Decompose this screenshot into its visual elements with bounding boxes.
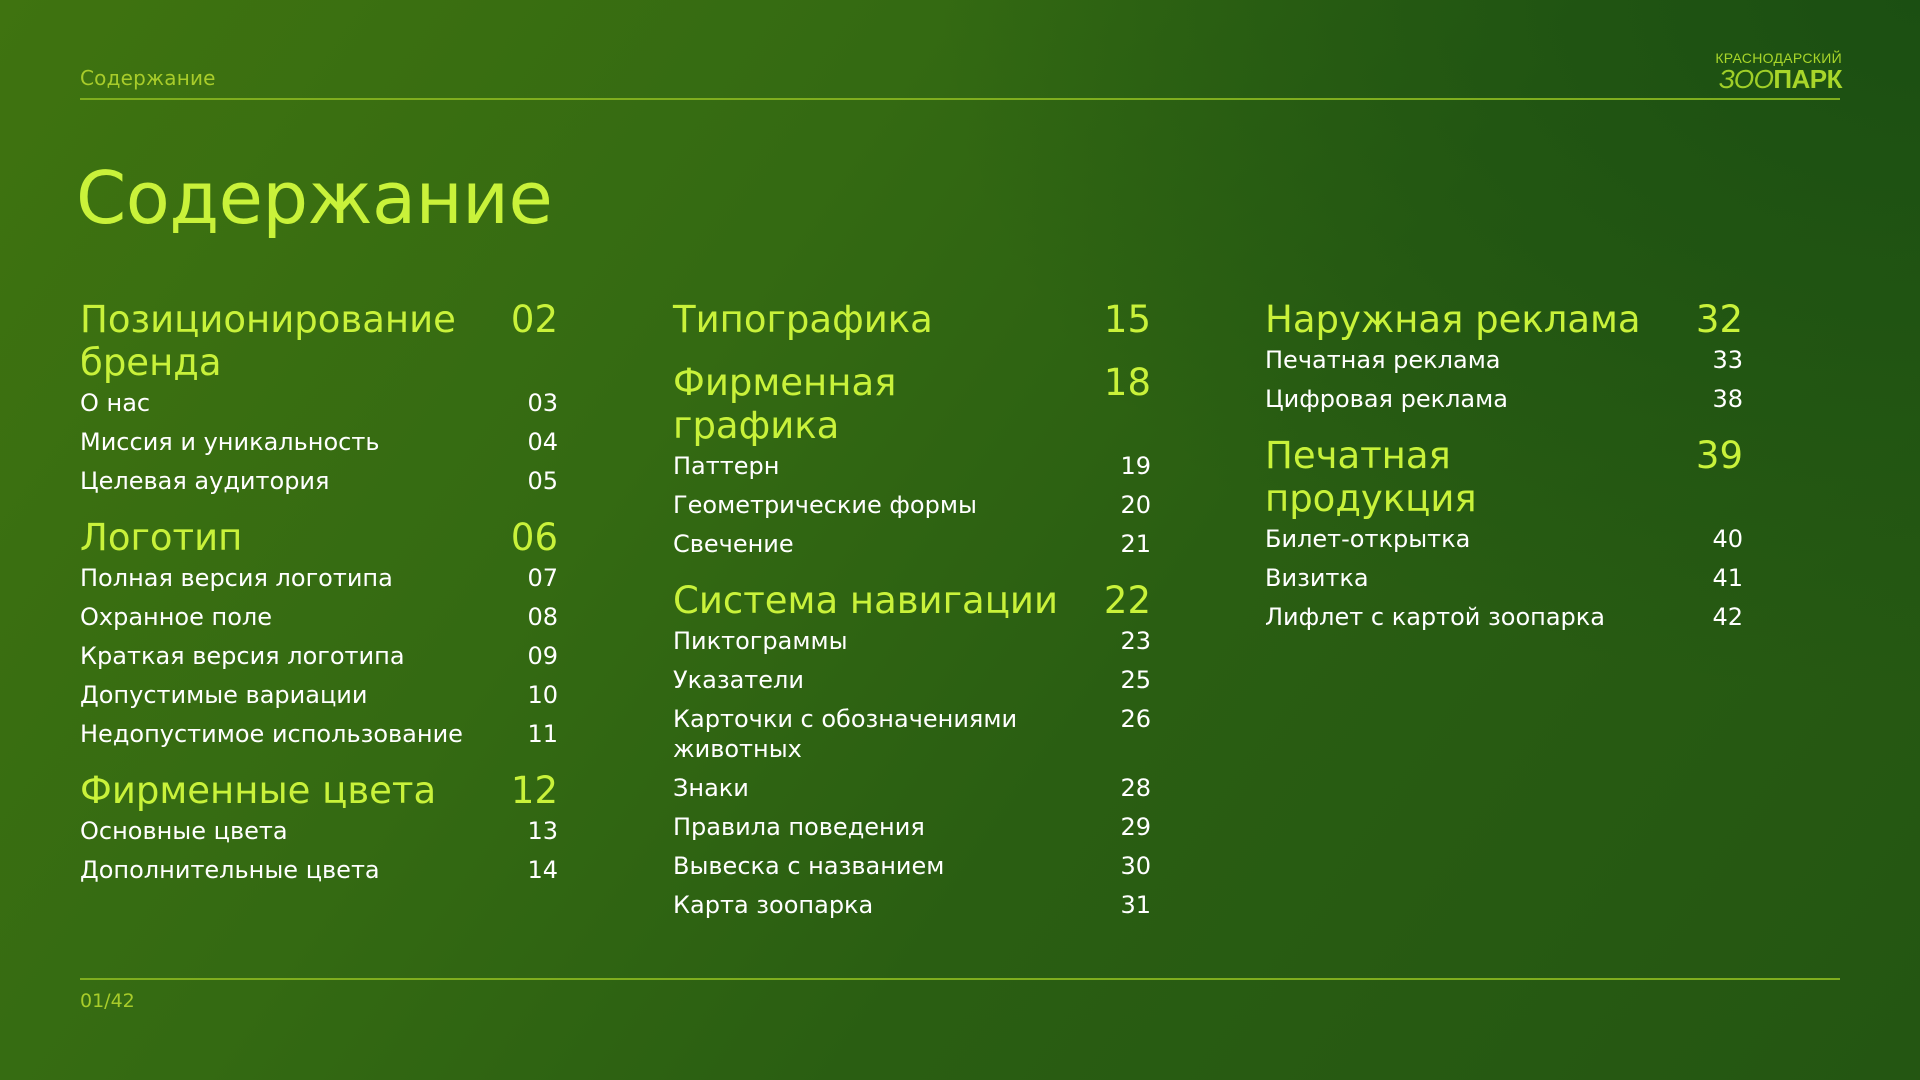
toc-item[interactable] (673, 665, 1151, 695)
toc-item-title: Недопустимое использование (80, 720, 463, 748)
toc-item-title: Геометрические формы (673, 491, 977, 519)
toc-item-title: Визитка (1265, 564, 1369, 592)
toc-item-page: 42 (1712, 603, 1743, 631)
toc-section-page: 32 (1695, 298, 1743, 341)
toc-section-title: Система навигации (673, 579, 1058, 622)
logo-park-text: ПАРК (1773, 64, 1842, 94)
toc-item-title: Миссия и уникальность (80, 428, 380, 456)
toc-column-2 (673, 298, 1151, 940)
toc-item-page: 11 (527, 720, 558, 748)
toc-item-page: 23 (1120, 627, 1151, 655)
toc-item[interactable] (673, 704, 1151, 764)
toc-item-page: 30 (1120, 852, 1151, 880)
toc-section-page: 22 (1103, 579, 1151, 622)
toc-item[interactable] (673, 890, 1151, 920)
toc-item[interactable] (1265, 602, 1743, 632)
toc-section-page: 06 (510, 516, 558, 559)
toc-item[interactable] (1265, 524, 1743, 554)
toc-item-page: 09 (527, 642, 558, 670)
toc-item-title: Полная версия логотипа (80, 564, 393, 592)
toc-item-page: 08 (527, 603, 558, 631)
toc-item-page: 33 (1712, 346, 1743, 374)
toc-section-page: 15 (1103, 298, 1151, 341)
top-divider (80, 98, 1840, 100)
bottom-divider (80, 978, 1840, 980)
toc-item[interactable] (1265, 563, 1743, 593)
toc-item-title: Пиктограммы (673, 627, 848, 655)
toc-item[interactable] (80, 466, 558, 496)
toc-section-page: 02 (510, 298, 558, 341)
toc-item-title: Вывеска с названием (673, 852, 945, 880)
toc-item-page: 04 (527, 428, 558, 456)
toc-item-page: 20 (1120, 491, 1151, 519)
toc-item[interactable] (673, 626, 1151, 656)
toc-item[interactable] (1265, 384, 1743, 414)
toc-section-heading[interactable] (80, 516, 558, 559)
toc-item-title: Целевая аудитория (80, 467, 330, 495)
toc-item[interactable] (673, 812, 1151, 842)
toc-item[interactable] (80, 719, 558, 749)
toc-item[interactable] (80, 602, 558, 632)
toc-section (673, 298, 1151, 341)
toc-section (1265, 434, 1743, 632)
toc-item-title: Основные цвета (80, 817, 288, 845)
page-title: Содержание (76, 156, 553, 240)
logo-top-text: КРАСНОДАРСКИЙ (1715, 50, 1842, 66)
toc-item-title: Допустимые вариации (80, 681, 368, 709)
toc-section-page: 18 (1103, 361, 1151, 404)
toc-section-page: 39 (1695, 434, 1743, 477)
toc-item-page: 14 (527, 856, 558, 884)
toc-section (80, 298, 558, 496)
toc-section-title: Типографика (673, 298, 933, 341)
toc-item-title: Свечение (673, 530, 794, 558)
toc-section-title: Позиционирование бренда (80, 298, 456, 384)
toc-item-page: 29 (1120, 813, 1151, 841)
toc-section-title: Фирменная графика (673, 361, 897, 447)
toc-item[interactable] (80, 816, 558, 846)
toc-section-heading[interactable] (673, 361, 1151, 447)
logo-zoo-text: ЗОО (1718, 64, 1774, 94)
header-label: Содержание (80, 66, 216, 90)
toc-item-title: Цифровая реклама (1265, 385, 1508, 413)
toc-section-heading[interactable] (80, 769, 558, 812)
toc-item[interactable] (673, 451, 1151, 481)
toc-section (673, 579, 1151, 920)
toc-item-title: Охранное поле (80, 603, 272, 631)
toc-item[interactable] (80, 641, 558, 671)
toc-item-page: 25 (1120, 666, 1151, 694)
toc-section-heading[interactable] (673, 579, 1151, 622)
toc-item-page: 38 (1712, 385, 1743, 413)
toc-item-page: 31 (1120, 891, 1151, 919)
toc-item[interactable] (673, 490, 1151, 520)
toc-item-title: О нас (80, 389, 151, 417)
toc-section-heading[interactable] (1265, 434, 1743, 520)
toc-item-title: Билет-открытка (1265, 525, 1471, 553)
toc-item-title: Указатели (673, 666, 804, 694)
toc-item-title: Краткая версия логотипа (80, 642, 405, 670)
toc-section (1265, 298, 1743, 414)
toc-section-title: Фирменные цвета (80, 769, 437, 812)
toc-section-heading[interactable] (80, 298, 558, 384)
toc-section-page: 12 (510, 769, 558, 812)
toc-item[interactable] (673, 851, 1151, 881)
toc-item-page: 05 (527, 467, 558, 495)
toc-item-page: 19 (1120, 452, 1151, 480)
toc-item[interactable] (1265, 345, 1743, 375)
toc-item-title: Печатная реклама (1265, 346, 1501, 374)
toc-item[interactable] (80, 388, 558, 418)
toc-section-title: Логотип (80, 516, 243, 559)
toc-section-title: Наружная реклама (1265, 298, 1641, 341)
toc-item-page: 41 (1712, 564, 1743, 592)
toc-section (673, 361, 1151, 559)
toc-section-heading[interactable] (1265, 298, 1743, 341)
toc-item-title: Карточки с обозначениями животных (673, 705, 1018, 763)
toc-item[interactable] (80, 563, 558, 593)
toc-section (80, 516, 558, 749)
toc-item-title: Лифлет с картой зоопарка (1265, 603, 1605, 631)
toc-item-title: Карта зоопарка (673, 891, 874, 919)
toc-item-title: Дополнительные цвета (80, 856, 380, 884)
toc-item[interactable] (673, 773, 1151, 803)
logo-bottom-text (1692, 66, 1842, 92)
toc-item-title: Паттерн (673, 452, 780, 480)
toc-item-page: 21 (1120, 530, 1151, 558)
toc-item-page: 26 (1120, 705, 1151, 733)
toc-section-title: Печатная продукция (1265, 434, 1477, 520)
toc-section-heading[interactable] (673, 298, 1151, 341)
toc-item-page: 40 (1712, 525, 1743, 553)
toc-item[interactable] (80, 427, 558, 457)
toc-item-title: Правила поведения (673, 813, 925, 841)
page-number: 01/42 (80, 990, 135, 1012)
toc-item[interactable] (80, 855, 558, 885)
toc-column-3 (1265, 298, 1743, 652)
toc-item-page: 10 (527, 681, 558, 709)
toc-item-title: Знаки (673, 774, 749, 802)
toc-item[interactable] (673, 529, 1151, 559)
toc-column-1 (80, 298, 558, 905)
toc-item-page: 03 (527, 389, 558, 417)
toc-item-page: 28 (1120, 774, 1151, 802)
toc-item[interactable] (80, 680, 558, 710)
toc-item-page: 07 (527, 564, 558, 592)
toc-section (80, 769, 558, 885)
zoo-logo (1692, 50, 1842, 96)
toc-item-page: 13 (527, 817, 558, 845)
